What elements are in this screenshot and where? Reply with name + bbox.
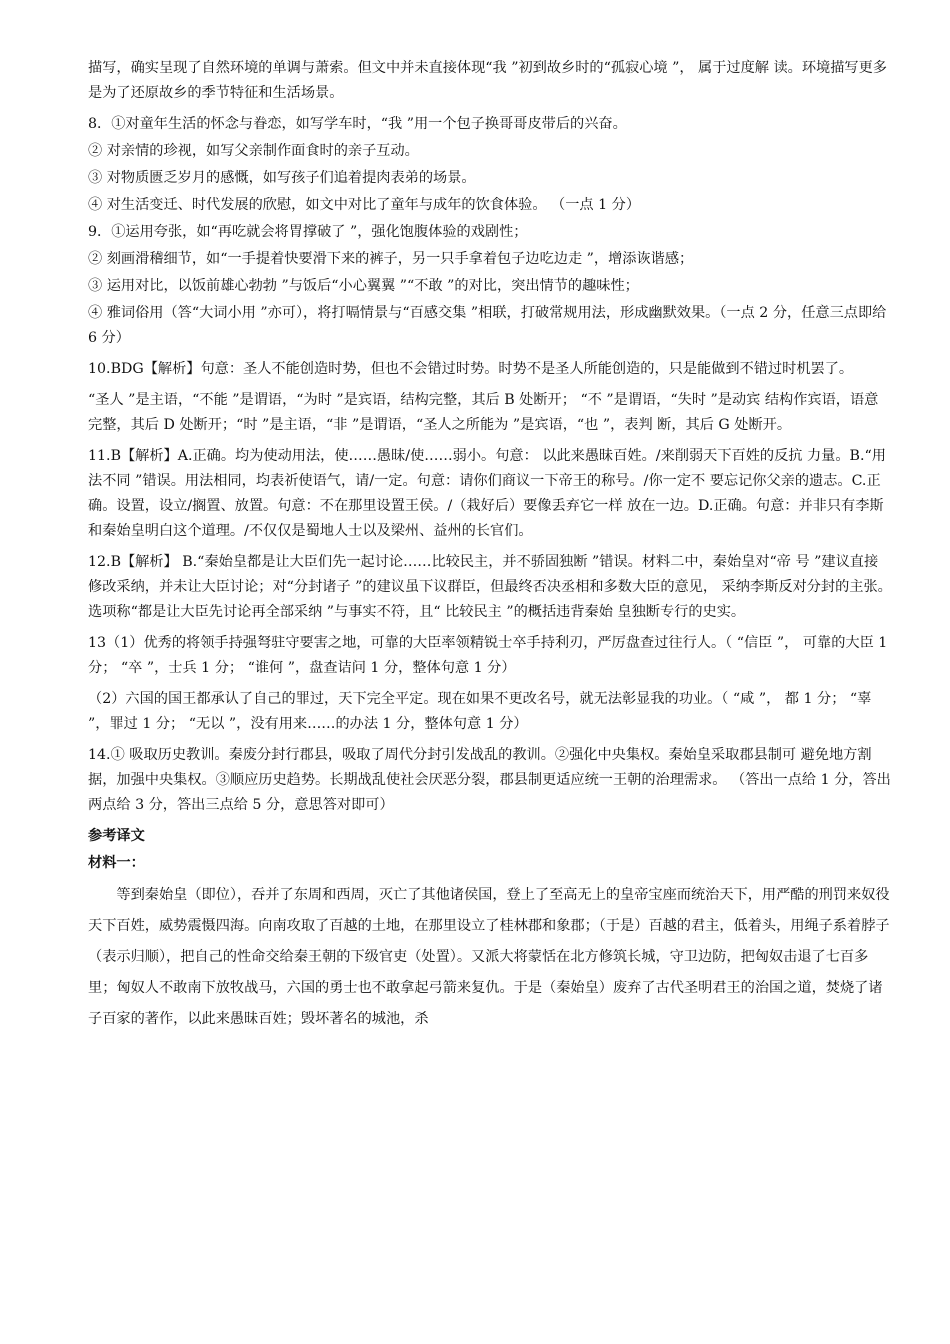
answer-9-point-3: ③ 运用对比，以饭前雄心勃勃 ”与饭后“小心翼翼 ”“不敢 ”的对比，突出情节的趣味性； [88, 278, 639, 294]
material-1-heading: 材料一： [88, 855, 145, 871]
answer-8-point-3: ③ 对物质匮乏岁月的感慨，如写孩子们追着提肉表弟的场景。 [88, 170, 476, 186]
paragraph-7-tail: 描写，确实呈现了自然环境的单调与萧索。但文中并未直接体现“我 ”初到故乡时的“孤寂心境 ”， 属于过度解 读。环境描写更多是为了还原故乡的季节特征和生活场景。 [88, 60, 887, 101]
reference-translation-heading: 参考译文 [88, 828, 145, 844]
answer-14: 14.① 吸取历史教训。秦废分封行郡县，吸取了周代分封引发战乱的教训。②强化中央集权。秦始皇采取郡县制可 避免地方割据，加强中央集权。③顺应历史趋势。长期战乱使社会厌恶分裂，郡县制更适应统一王朝的治理需求。 （答出一点给 1 分，答出两点给 3 分，答出三点给 5 分，意思答对即可） [88, 747, 891, 813]
answer-9-point-1: 9．①运用夸张，如“再吃就会将胃撑破了 ”，强化饱腹体验的戏剧性； [88, 224, 528, 240]
answer-8-point-1: 8．①对童年生活的怀念与眷恋，如写学车时，“我 ”用一个包子换哥哥皮带后的兴奋。 [88, 116, 627, 132]
answer-12: 12.B【解析】 B.“秦始皇都是让大臣们先一起讨论……比较民主，并不骄固独断 ”错误。材料二中，秦始皇对“帝 号 ”建议直接修改采纳，并未让大臣讨论；对“分封诸子 ”的建议虽下议群臣，但最终否决丞相和多数大臣的意见， 采纳李斯反对分封的主张。选项称“都是让大臣先讨论再全部采纳 ”与事实不符，且“ 比较民主 ”的概括违背秦始 皇独断专行的史实。 [88, 554, 892, 620]
answer-10-analysis: “圣人 ”是主语，“不能 ”是谓语，“为时 ”是宾语，结构完整，其后 B 处断开； “不 ”是谓语，“失时 ”是动宾 结构作宾语，语意完整，其后 D 处断开；“时 ”是主语，“非 ”是谓语，“圣人之所能为 ”是宾语，“也 ”，表判 断，其后 G 处断开。 [88, 392, 879, 433]
answer-13-1: 13（1）优秀的将领手持强弩驻守要害之地，可靠的大臣率领精锐士卒手持利刃，严厉盘查过往行人。（ “信臣 ”， 可靠的大臣 1 分； “卒 ”，士兵 1 分； “谁何 ”，盘查诘问 1 分，整体句意 1 分） [88, 635, 888, 676]
answer-8-point-2: ② 对亲情的珍视，如写父亲制作面食时的亲子互动。 [88, 143, 419, 159]
answer-8-point-4: ④ 对生活变迁、时代发展的欣慰，如文中对比了童年与成年的饮食体验。 （一点 1 分） [88, 197, 641, 213]
answer-11: 11.B【解析】A.正确。均为使动用法，使……愚昧/使……弱小。句意： 以此来愚昧百姓。/来削弱天下百姓的反抗 力量。B.“用法不同 ”错误。用法相同，均表祈使语气，请/一定。句意：请你们商议一下帝王的称号。/你一定不 要忘记你父亲的遗志。C.正确。设置，设立/搁置、放置。句意：不在那里设置王侯。/（栽好后）要像丢弃它一样 放在一边。D.正确。句意：并非只有李斯和秦始皇明白这个道理。/不仅仅是蜀地人士以及梁州、益州的长官们。 [88, 448, 886, 539]
answer-9-point-2: ② 刻画滑稽细节，如“一手提着快要滑下来的裤子，另一只手拿着包子边吃边走 ”，增添诙谐感； [88, 251, 694, 267]
translation-paragraph: 等到秦始皇（即位），吞并了东周和西周，灭亡了其他诸侯国，登上了至高无上的皇帝宝座而统治天下，用严酷的刑罚来奴役天下百姓，威势震慑四海。向南攻取了百越的土地，在那里设立了桂林郡和象郡；（于是）百越的君主，低着头，用绳子系着脖子（表示归顺），把自己的性命交给秦王朝的下级官吏（处置）。又派大将蒙恬在北方修筑长城，守卫边防，把匈奴击退了七百多里；匈奴人不敢南下放牧战马，六国的勇士也不敢拿起弓箭来复仇。于是（秦始皇）废弃了古代圣明君王的治国之道，焚烧了诸子百家的著作，以此来愚昧百姓；毁坏著名的城池，杀 [88, 887, 890, 1027]
answer-13-2: （2）六国的国王都承认了自己的罪过，天下完全平定。现在如果不更改名号，就无法彰显我的功业。（ “咸 ”， 都 1 分； “辜 ”，罪过 1 分； “无以 ”，没有用来……的办法 1 分，整体句意 1 分） [88, 691, 872, 732]
answer-9-point-4: ④ 雅词俗用（答“大词小用 ”亦可），将打嗝情景与“百感交集 ”相联，打破常规用法，形成幽默效果。（一点 2 分，任意三点即给 6 分） [88, 305, 887, 346]
answer-10: 10.BDG【解析】句意：圣人不能创造时势，但也不会错过时势。时势不是圣人所能创造的，只是能做到不错过时机罢了。 [88, 361, 854, 377]
